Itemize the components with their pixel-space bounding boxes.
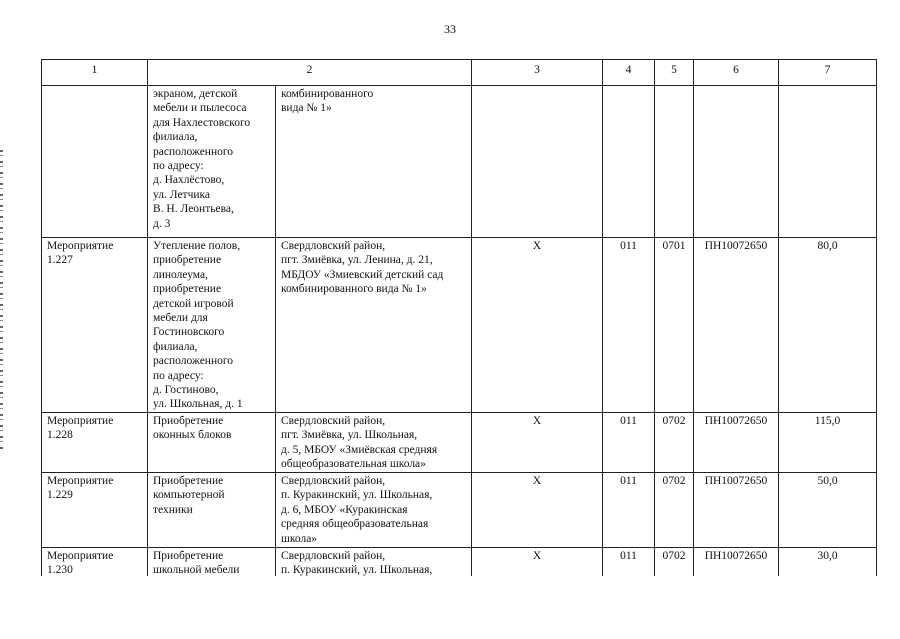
cell-activity-description: Приобретение школьной мебели — [148, 547, 276, 589]
header-col-2: 2 — [148, 60, 472, 86]
cell-activity-description: Приобретение оконных блоков — [148, 412, 276, 472]
cell-activity-number: Мероприятие 1.229 — [42, 472, 148, 547]
cell-col7: 115,0 — [779, 412, 877, 472]
cell-address: Свердловский район, пгт. Змиёвка, ул. Школьная, д. 5, МБОУ «Змиёвская средняя общеобразовательная школа» — [276, 412, 472, 472]
header-col-5: 5 — [655, 60, 694, 86]
cell-address: Свердловский район, п. Куракинский, ул. Школьная, д. 6, МБОУ «Куракинская средняя общеобразовательная школа» — [276, 472, 472, 547]
cell-col7: 50,0 — [779, 472, 877, 547]
cell-col4: 011 — [603, 547, 655, 589]
table-row — [42, 86, 877, 238]
scan-edge-artifact — [0, 150, 3, 450]
cell-col4: 011 — [603, 472, 655, 547]
cell-activity-description: Утепление полов, приобретение линолеума, приобретение детской игровой мебели для Гостиновского филиала, расположенного по адресу: д. Гостиново, ул. Школьная, д. 1 — [148, 238, 276, 413]
cell-col3: Х — [472, 412, 603, 472]
cell-col7 — [779, 86, 877, 238]
cell-col4: 011 — [603, 238, 655, 413]
cell-address: Свердловский район, п. Куракинский, ул. Школьная, — [276, 547, 472, 589]
cell-col6: ПН10072650 — [694, 547, 779, 589]
cell-activity-number: Мероприятие 1.230 — [42, 547, 148, 589]
cell-activity-description: Приобретение компьютерной техники — [148, 472, 276, 547]
activities-table — [41, 59, 877, 590]
cell-col7: 30,0 — [779, 547, 877, 589]
cell-col5: 0701 — [655, 238, 694, 413]
table-row — [42, 238, 877, 413]
cell-address: Свердловский район, пгт. Змиёвка, ул. Ленина, д. 21, МБДОУ «Змиевский детский сад комбинированного вида № 1» — [276, 238, 472, 413]
cell-col6 — [694, 86, 779, 238]
header-col-4: 4 — [603, 60, 655, 86]
cell-col5: 0702 — [655, 472, 694, 547]
header-col-6: 6 — [694, 60, 779, 86]
cell-col5 — [655, 86, 694, 238]
header-col-3: 3 — [472, 60, 603, 86]
header-col-1: 1 — [42, 60, 148, 86]
cell-col6: ПН10072650 — [694, 472, 779, 547]
cell-col4: 011 — [603, 412, 655, 472]
table-row — [42, 472, 877, 547]
cell-col6: ПН10072650 — [694, 238, 779, 413]
header-col-7: 7 — [779, 60, 877, 86]
cell-col3 — [472, 86, 603, 238]
table-header-row — [42, 60, 877, 86]
cell-col7: 80,0 — [779, 238, 877, 413]
cell-address: комбинированного вида № 1» — [276, 86, 472, 238]
cell-activity-number — [42, 86, 148, 238]
page-number: 33 — [444, 22, 456, 36]
page-cutoff — [0, 576, 900, 639]
cell-col3: Х — [472, 472, 603, 547]
cell-col3: Х — [472, 547, 603, 589]
cell-col4 — [603, 86, 655, 238]
cell-activity-number: Мероприятие 1.228 — [42, 412, 148, 472]
cell-activity-number: Мероприятие 1.227 — [42, 238, 148, 413]
table-row — [42, 412, 877, 472]
cell-col6: ПН10072650 — [694, 412, 779, 472]
cell-col3: Х — [472, 238, 603, 413]
cell-col5: 0702 — [655, 412, 694, 472]
cell-col5: 0702 — [655, 547, 694, 589]
cell-activity-description: экраном, детской мебели и пылесоса для Нахлестовского филиала, расположенного по адресу: д. Нахлёстово, ул. Летчика В. Н. Леонтьева, д. 3 — [148, 86, 276, 238]
table-body — [42, 60, 877, 590]
